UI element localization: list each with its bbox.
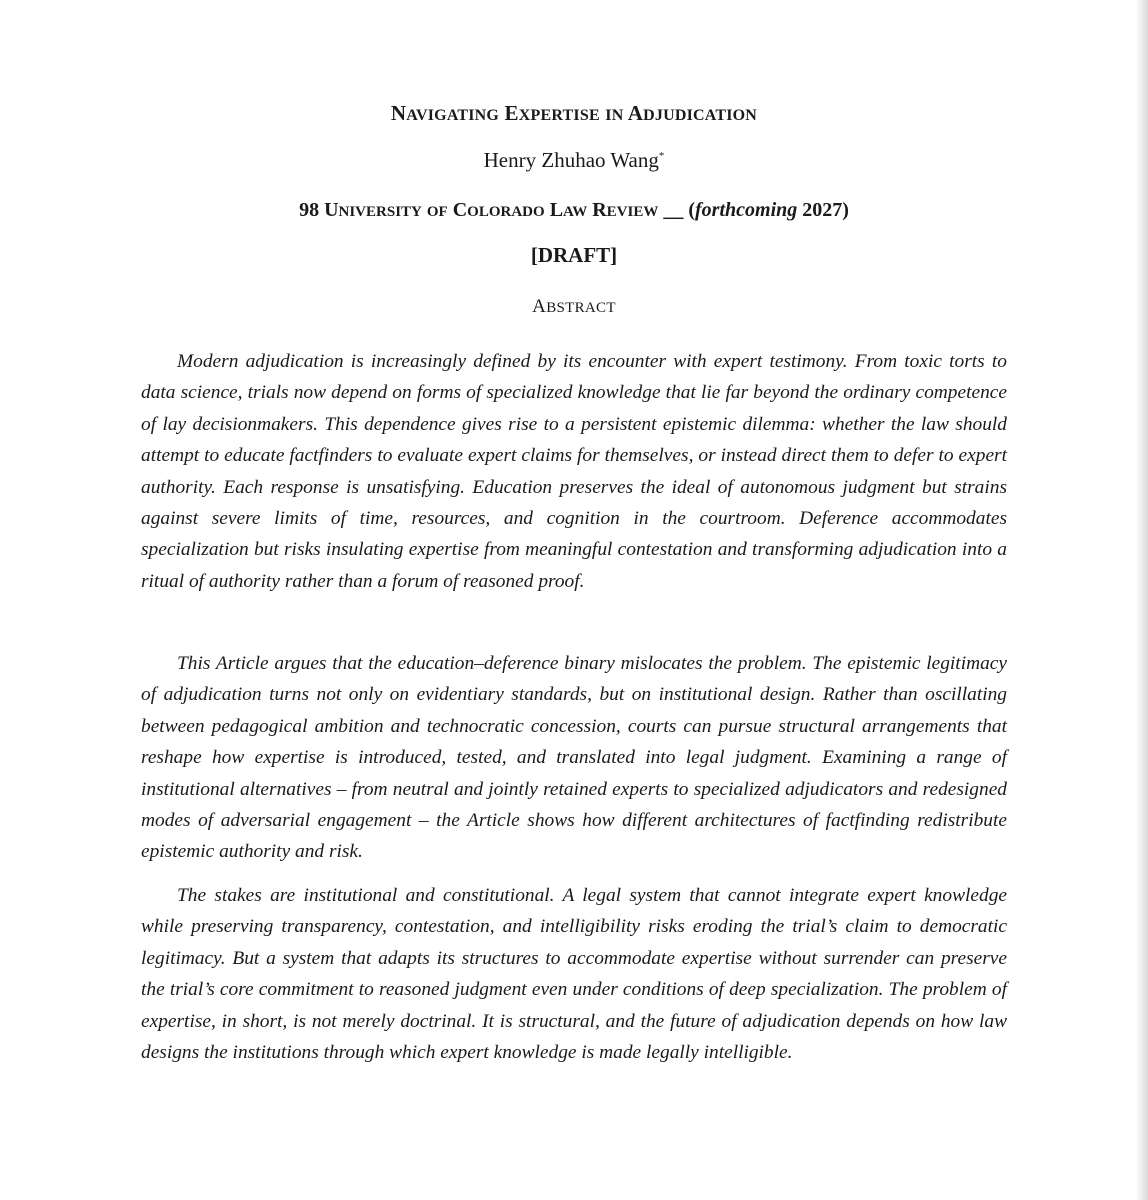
draft-label: [DRAFT] xyxy=(530,243,618,267)
page-edge-shadow xyxy=(1136,0,1148,1200)
abstract-heading: ABSTRACT xyxy=(532,296,616,317)
abstract-paragraph-1: Modern adjudication is increasingly defined by its encounter with expert testimony. From toxic torts to data science, trials now depend on forms of specialized knowledge that lie far beyond the ordinary competence of lay decisionmakers. This dependence gives rise to a persistent epistemic dilemma: whether the law should attempt to educate factfinders to evaluate expert claims for themselves, or instead direct them to defer to expert authority. Each response is unsatisfying. Education preserves the ideal of autonomous judgment but strains against severe limits of time, resources, and cognition in the courtroom. Deference accommodates specialization but risks insulating expertise from meaningful contestation and transforming adjudication into a ritual of authority rather than a forum of reasoned proof. xyxy=(141,351,1007,592)
author-footnote-mark: * xyxy=(658,150,665,162)
journal-word: LAW xyxy=(549,199,588,221)
citation-line xyxy=(0,199,1148,222)
abstract-paragraph-3: The stakes are institutional and constitutional. A legal system that cannot integrate expert knowledge while preserving transparency, contestation, and intelligibility risks eroding the trial’s claim to democratic legitimacy. But a system that adapts its structures to accommodate expertise without surrender can preserve the trial’s core commitment to reasoned judgment even under conditions of deep specialization. The problem of expertise, in short, is not merely doctrinal. It is structural, and the future of adjudication depends on how law designs the institutions through which expert knowledge is made legally intelligible. xyxy=(141,885,1007,1064)
author-name: Henry Zhuhao Wang xyxy=(483,148,659,172)
journal-word: REVIEW xyxy=(592,199,659,221)
title-word: IN xyxy=(605,107,624,124)
journal-word: OF xyxy=(426,204,448,220)
journal-word: COLORADO xyxy=(452,199,545,221)
title-word: EXPERTISE xyxy=(504,101,600,125)
citation-volume: 98 xyxy=(299,199,320,221)
article-title xyxy=(0,101,1148,126)
title-word: NAVIGATING xyxy=(390,101,500,125)
citation-status: (forthcoming 2027) xyxy=(688,199,849,221)
author-line xyxy=(0,148,1148,173)
citation-page-blank: __ xyxy=(663,199,684,221)
journal-word: UNIVERSITY xyxy=(324,199,422,221)
abstract-paragraph-2: This Article argues that the education–deference binary mislocates the problem. The epistemic legitimacy of adjudication turns not only on evidentiary standards, but on institutional design. Rather than oscillating between pedagogical ambition and technocratic concession, courts can pursue structural arrangements that reshape how expertise is introduced, tested, and translated into legal judgment. Examining a range of institutional alternatives – from neutral and jointly retained experts to specialized adjudicators and redesigned modes of adversarial engagement – the Article shows how different architectures of factfinding redistribute epistemic authority and risk. xyxy=(141,653,1007,863)
title-word: ADJUDICATION xyxy=(627,101,758,125)
